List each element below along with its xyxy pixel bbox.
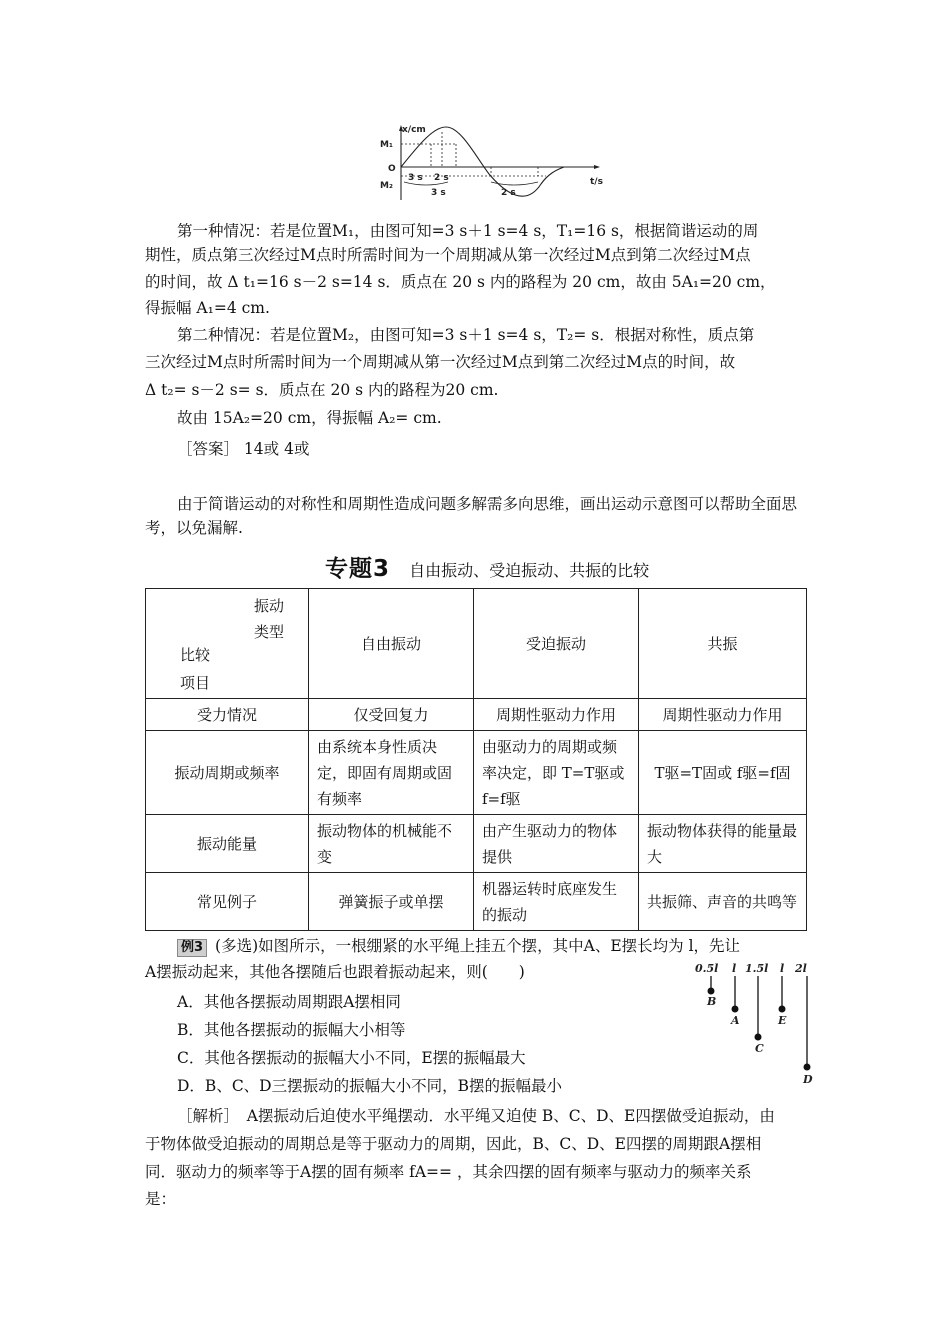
table-cell: 机器运转时底座发生的振动 (474, 873, 639, 931)
corner-bottom-1: 比较 (180, 646, 211, 664)
bob-a (732, 1006, 739, 1013)
bob-c (755, 1034, 762, 1041)
graph-x-label: t/s (590, 177, 603, 187)
vibration-graph (376, 122, 608, 202)
len-b: 0.5l (695, 962, 719, 975)
name-e: E (778, 1014, 787, 1027)
table-cell: 共振筛、声音的共鸣等 (639, 873, 807, 931)
table-cell: T驱=T固或 f驱=f固 (639, 731, 807, 815)
example-tag: 例3 (177, 939, 207, 957)
option-d: D．B、C、D三摆振动的振幅大小不同，B摆的振幅最小 (177, 1077, 562, 1095)
corner-bottom-2: 项目 (180, 674, 211, 692)
table-row (146, 699, 807, 731)
table-cell: 弹簧振子或单摆 (309, 873, 474, 931)
graph-m1-label: M₁ (380, 140, 393, 150)
option-c: C．其他各摆振动的振幅大小不同，E摆的振幅最大 (177, 1049, 526, 1067)
table-cell: 周期性驱动力作用 (474, 699, 639, 731)
row-label: 振动能量 (146, 815, 309, 873)
option-a: A．其他各摆振动周期跟A摆相同 (177, 993, 401, 1011)
table-cell: 周期性驱动力作用 (639, 699, 807, 731)
table-row (146, 815, 807, 873)
row-label: 振动周期或频率 (146, 731, 309, 815)
table-cell: 由驱动力的周期或频率决定，即 T=T驱或 f=f驱 (474, 731, 639, 815)
answer: ［答案］ 14或 4或 (177, 440, 310, 458)
row-label: 受力情况 (146, 699, 309, 731)
case1-line4: 得振幅 A₁=4 cm. (145, 299, 270, 317)
analysis-line3: 同．驱动力的频率等于A摆的固有频率 fA== ，其余四摆的固有频率与驱动力的频率关系 (145, 1163, 752, 1181)
summary-text: 由于简谐运动的对称性和周期性造成问题多解需多向思维，画出运动示意图可以帮助全面思考，以免漏解. (145, 495, 798, 537)
analysis-line4: 是： (145, 1190, 177, 1208)
example-line1 (177, 934, 740, 958)
case1-line2: 期性，质点第三次经过M点时所需时间为一个周期减从第一次经过M点到第二次经过M点 (145, 246, 751, 264)
table-row (146, 731, 807, 815)
graph-seg-3s-b: 3 s (431, 188, 446, 198)
case2-line3: Δ t₂= s－2 s= s．质点在 20 s 内的路程为20 cm. (145, 381, 499, 399)
graph-m2-label: M₂ (380, 181, 393, 191)
name-a: A (731, 1014, 740, 1027)
section-title: 专题3 (325, 556, 391, 582)
len-d: 2l (795, 962, 807, 975)
section-heading (325, 550, 649, 583)
corner-top-1: 振动 (254, 597, 285, 615)
example-line1-text: (多选)如图所示，一根绷紧的水平绳上挂五个摆，其中A、E摆长均为 l，先让 (215, 937, 741, 955)
name-b: B (707, 995, 717, 1008)
table-header-row (146, 589, 807, 699)
len-e: l (780, 962, 785, 975)
name-d: D (803, 1073, 813, 1086)
header-forced: 受迫振动 (474, 589, 639, 699)
graph-seg-2s-b: 2 s (501, 188, 516, 198)
pendulum-figure (695, 958, 825, 1088)
case2-line2: 三次经过M点时所需时间为一个周期减从第一次经过M点到第二次经过M点的时间，故 (145, 353, 736, 371)
row-label: 常见例子 (146, 873, 309, 931)
bob-b (708, 988, 715, 995)
bob-e (779, 1006, 786, 1013)
comparison-table (145, 588, 807, 931)
len-c: 1.5l (745, 962, 769, 975)
case2-line4: 故由 15A₂=20 cm，得振幅 A₂= cm. (177, 409, 442, 427)
graph-sine-curve (401, 127, 564, 196)
header-free: 自由振动 (309, 589, 474, 699)
table-corner-cell (146, 589, 309, 699)
bob-d (804, 1064, 811, 1071)
option-b: B．其他各摆振动的振幅大小相等 (177, 1021, 406, 1039)
graph-seg-2s-a: 2 s (434, 173, 449, 183)
name-c: C (755, 1042, 764, 1055)
len-a: l (732, 962, 737, 975)
table-cell: 振动物体获得的能量最大 (639, 815, 807, 873)
table-cell: 振动物体的机械能不变 (309, 815, 474, 873)
case1-line1: 第一种情况：若是位置M₁，由图可知=3 s＋1 s=4 s，T₁=16 s，根据简谐运动的周 (177, 222, 759, 240)
graph-y-label: x/cm (402, 125, 426, 135)
graph-seg-3s-a: 3 s (408, 173, 423, 183)
table-row (146, 873, 807, 931)
corner-top-2: 类型 (254, 623, 285, 641)
analysis-line1: ［解析］ A摆振动后迫使水平绳摆动．水平绳又迫使 B、C、D、E四摆做受迫振动，由 (177, 1107, 775, 1125)
case1-line3: 的时间，故 Δ t₁=16 s－2 s=14 s．质点在 20 s 内的路程为 20 cm，故由 5A₁=20 cm， (145, 273, 776, 291)
table-cell: 由产生驱动力的物体提供 (474, 815, 639, 873)
case2-line1: 第二种情况：若是位置M₂，由图可知=3 s＋1 s=4 s，T₂= s．根据对称性，质点第 (177, 326, 755, 344)
table-cell: 由系统本身性质决定，即固有周期或固有频率 (309, 731, 474, 815)
section-subtitle: 自由振动、受迫振动、共振的比较 (409, 561, 650, 580)
example-line2: A摆振动起来，其他各摆随后也跟着振动起来，则( ) (145, 963, 525, 981)
analysis-line2: 于物体做受迫振动的周期总是等于驱动力的周期，因此，B、C、D、E四摆的周期跟A摆相 (145, 1135, 762, 1153)
graph-origin-label: O (388, 164, 396, 174)
header-resonance: 共振 (639, 589, 807, 699)
table-cell: 仅受回复力 (309, 699, 474, 731)
